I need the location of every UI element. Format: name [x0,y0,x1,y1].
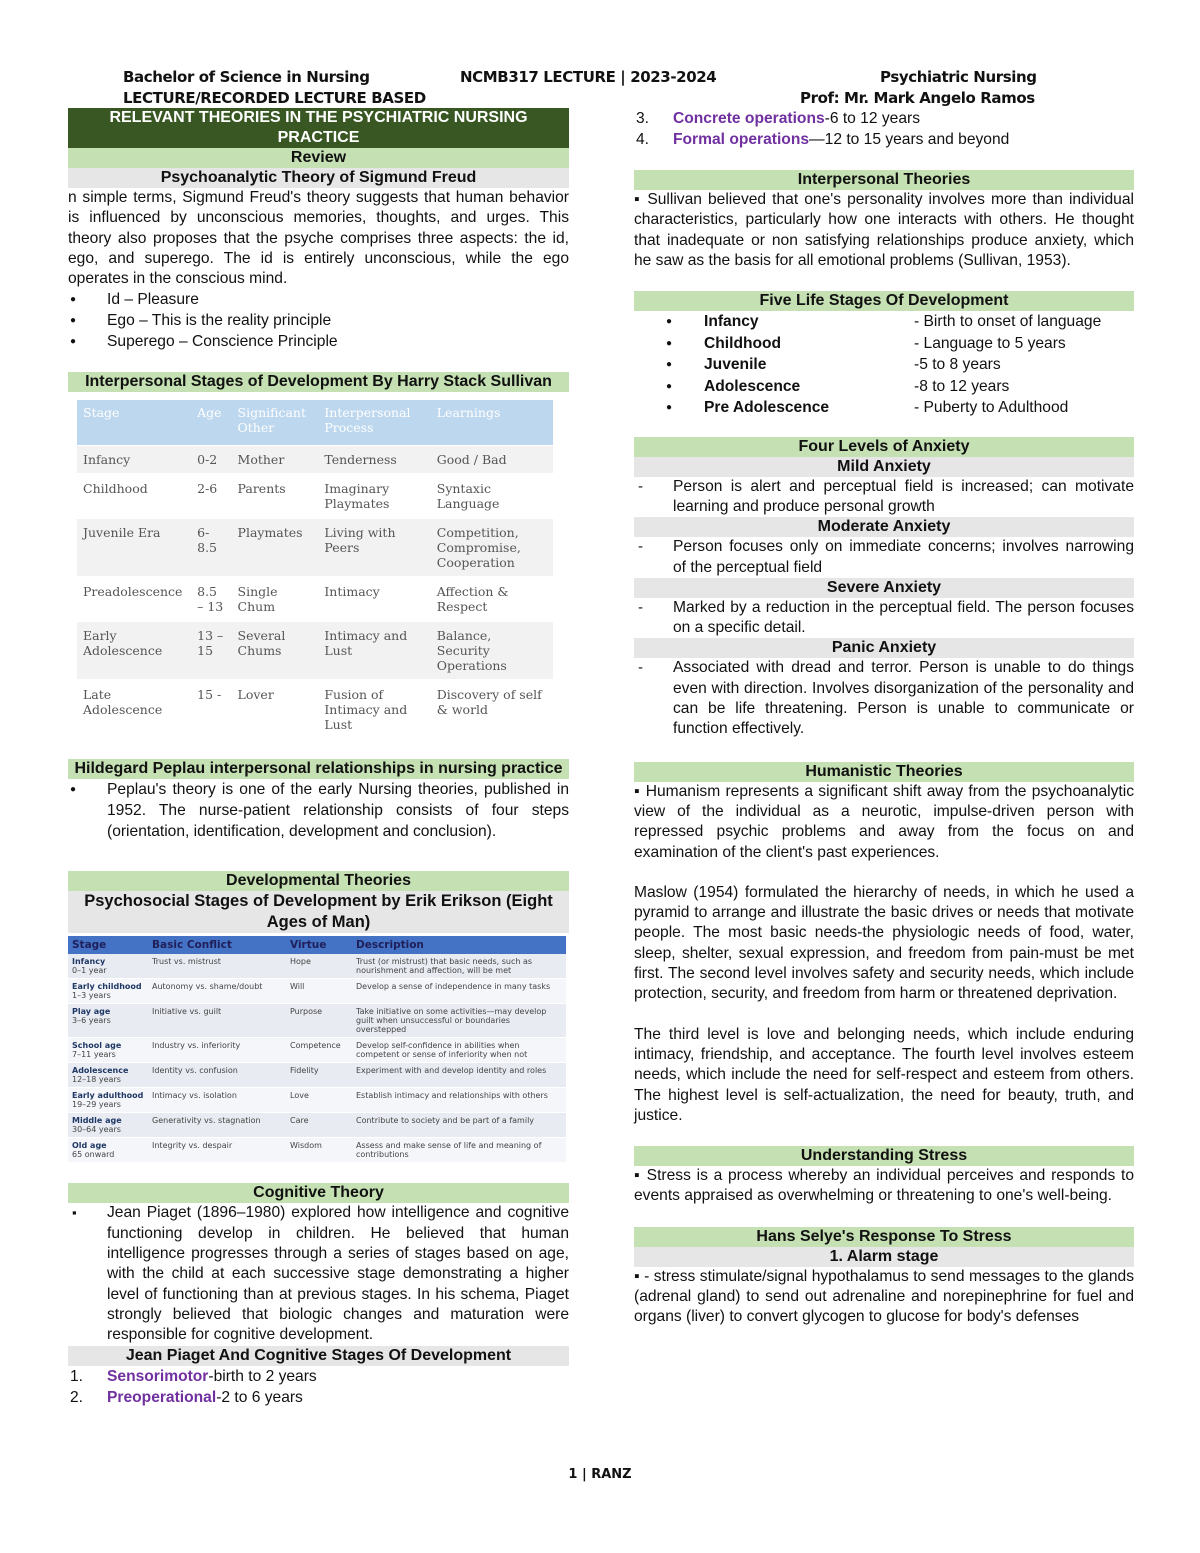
table-header: Basic Conflict [148,936,286,954]
table-cell: Parents [232,474,319,518]
stage-range: - Puberty to Adulthood [914,399,1069,417]
table-cell [68,954,148,979]
table-cell: Imaginary Playmates [318,474,430,518]
table-cell [68,1088,148,1113]
stage-name: Pre Adolescence [704,399,830,417]
stage-name: Infancy [72,957,106,967]
table-header: Significant Other [232,400,319,446]
erikson-table [68,936,566,1163]
table-cell: Preadolescence [77,577,191,621]
humanistic-p1: ▪ Humanism represents a significant shift away from the psychoanalytic view of the individual as a neurotic, impulse-driven person with repressed psychic problems and away from the focus on and examination of the client's past experiences. [634,782,1134,861]
list-item [634,397,1134,419]
table-cell: Competence [286,1038,352,1063]
anxiety-levels [634,457,1134,740]
peplau-text: ● Peplau's theory is one of the early Nursing theories, published in 1952. The nurse-patient relationship consists of four steps (orientation, identification, development and conclusion). [68,779,569,842]
bullet-icon: ● [665,380,673,392]
developmental-heading: Developmental Theories [68,871,569,891]
anxiety-level-text: - Person focuses only on immediate concerns; involves narrowing of the perceptual field [634,537,1134,578]
table-cell: Early Adolescence [77,621,191,680]
stress-heading: Understanding Stress [634,1146,1134,1166]
stage-age: 3–6 years [72,1016,111,1026]
stage-name: Adolescence [704,377,801,395]
bullet-icon: ● [665,359,673,371]
table-cell: 0-2 [191,446,231,475]
table-cell: Hope [286,954,352,979]
table-cell: Develop self-confidence in abilities when competent or sense of inferiority when not [352,1038,566,1063]
selye-heading: Hans Selye's Response To Stress [634,1227,1134,1247]
humanistic-heading: Humanistic Theories [634,762,1134,782]
table-cell: Intimacy [318,577,430,621]
piaget-heading: Jean Piaget And Cognitive Stages Of Development [68,1346,569,1366]
table-header: Learnings [431,400,553,446]
right-column [634,108,1134,1328]
table-cell [68,1113,148,1138]
piaget-stages-right [634,108,1134,150]
table-cell: Will [286,979,352,1004]
stage-age: 1–3 years [72,991,111,1001]
life-stages-heading: Five Life Stages Of Development [634,291,1134,311]
table-cell: Generativity vs. stagnation [148,1113,286,1138]
table-cell [68,979,148,1004]
list-item [634,376,1134,398]
basis-label: LECTURE/RECORDED LECTURE BASED [123,89,426,107]
anxiety-level-text: - Marked by a reduction in the perceptual field. The person focuses on a specific detail. [634,598,1134,639]
anxiety-level-list [634,598,1134,639]
table-row [68,1138,566,1163]
table-cell: Purpose [286,1004,352,1038]
list-item: ● Id – Pleasure [68,289,569,310]
table-cell: Develop a sense of independence in many tasks [352,979,566,1004]
list-item: 3. Concrete operations-6 to 12 years [636,110,920,127]
table-cell: Fusion of Intimacy and Lust [318,680,430,739]
stage-name: Infancy [704,313,759,331]
anxiety-level-list [634,537,1134,578]
anxiety-heading: Four Levels of Anxiety [634,437,1134,457]
humanistic-p2: Maslow (1954) formulated the hierarchy of needs, in which he used a pyramid to arrange and illustrate the basic drives or needs that motivate people. The most basic needs-the physiologic needs of food, water, sleep, shelter, sexual expression, and freedom from pain-must be met first. The second level involves safety and security needs, which include protection, security, and freedom from harm or threatened deprivation. [634,883,1134,1003]
page-footer: 1 | RANZ [568,1467,632,1482]
table-cell: Competition, Compromise, Cooperation [431,518,553,577]
stage-age: 19–29 years [72,1100,121,1110]
stage-age: 65 onward [72,1150,115,1160]
selye-text: ▪ - stress stimulate/signal hypothalamus to send messages to the glands (adrenal gland) to send out adrenaline and norepinephrine for fuel and organs (liver) to convert glycogen to glucose for body's defenses [634,1267,1134,1326]
table-cell: Assess and make sense of life and meaning of contributions [352,1138,566,1163]
table-cell: Industry vs. inferiority [148,1038,286,1063]
table-cell: Tenderness [318,446,430,475]
bullet-icon: ● [665,316,673,328]
table-header: Interpersonal Process [318,400,430,446]
anxiety-level-text: - Person is alert and perceptual field is increased; can motivate learning and produce personal growth [634,477,1134,518]
anxiety-level-list [634,658,1134,739]
table-row [77,518,553,577]
anxiety-level-list [634,477,1134,518]
table-cell: Take initiative on some activities—may develop guilt when unsuccessful or boundaries overstepped [352,1004,566,1038]
list-item: ● Superego – Conscience Principle [68,331,569,352]
table-cell: Trust vs. mistrust [148,954,286,979]
table-row [68,1088,566,1113]
table-header: Description [352,936,566,954]
program-label: Bachelor of Science in Nursing [123,68,370,86]
table-cell: 8.5 – 13 [191,577,231,621]
stage-name: Early childhood [72,982,142,992]
table-row [68,954,566,979]
stage-name: Juvenile [704,356,767,374]
table-header: Stage [77,400,191,446]
table-row [68,1113,566,1138]
table-cell: Autonomy vs. shame/doubt [148,979,286,1004]
table-row [68,979,566,1004]
interpersonal-heading: Interpersonal Theories [634,170,1134,190]
table-cell: Mother [232,446,319,475]
table-cell: Living with Peers [318,518,430,577]
stage-age: 7–11 years [72,1050,116,1060]
table-cell: 2-6 [191,474,231,518]
table-cell: Infancy [77,446,191,475]
table-cell [68,1063,148,1088]
table-cell: Good / Bad [431,446,553,475]
anxiety-level-heading: Mild Anxiety [634,457,1134,477]
stage-age: 30–64 years [72,1125,121,1135]
anxiety-level-heading: Severe Anxiety [634,578,1134,598]
stage-name: Old age [72,1141,107,1151]
table-cell: 13 – 15 [191,621,231,680]
anxiety-level-heading: Panic Anxiety [634,638,1134,658]
humanistic-p3: The third level is love and belonging needs, which include enduring intimacy, friendship, and acceptance. The fourth level involves esteem needs, which include the need for self-respect and esteem from others. The highest level is self-actualization, the need for beauty, truth, and justice. [634,1025,1134,1124]
piaget-stages-left [68,1366,569,1408]
list-item: ● Ego – This is the reality principle [68,310,569,331]
stage-range: -8 to 12 years [914,377,1010,395]
bullet-icon: ● [665,337,673,349]
stage-name: School age [72,1041,122,1051]
erikson-heading: Psychosocial Stages of Development by Erik Erikson (Eight Ages of Man) [68,891,569,933]
table-cell: Single Chum [232,577,319,621]
table-header: Age [191,400,231,446]
anxiety-level-heading: Moderate Anxiety [634,517,1134,537]
table-cell: Lover [232,680,319,739]
review-heading: Review [68,148,569,168]
table-cell: Love [286,1088,352,1113]
table-cell: Care [286,1113,352,1138]
table-row [68,1004,566,1038]
professor-label: Prof: Mr. Mark Angelo Ramos [800,89,1035,107]
table-cell: Discovery of self & world [431,680,553,739]
course-label: NCMB317 LECTURE | 2023-2024 [460,68,717,86]
table-cell: Integrity vs. despair [148,1138,286,1163]
table-cell: Late Adolescence [77,680,191,739]
stage-name: Play age [72,1007,111,1017]
stress-text: ▪ Stress is a process whereby an individual perceives and responds to events appraised as overwhelming or threatening to one's well-being. [634,1167,1134,1205]
freud-bullets [68,289,569,352]
table-row [68,1063,566,1088]
stage-range: - Birth to onset of language [914,313,1102,331]
list-item: 1. Sensorimotor-birth to 2 years [70,1367,317,1385]
table-cell: Experiment with and develop identity and roles [352,1063,566,1088]
stage-age: 12–18 years [72,1075,121,1085]
table-header: Stage [68,936,148,954]
stage-name: Middle age [72,1116,122,1126]
cognitive-text: ▪ Jean Piaget (1896–1980) explored how intelligence and cognitive functioning develop in children. He believed that human intelligence progresses through a series of stages based on age, with the child at each successive stage demonstrating a higher level of functioning than at previous stages. In his schema, Piaget strongly believed that biologic changes and maturation were responsible for cognitive development. [68,1203,569,1345]
table-header: Virtue [286,936,352,954]
table-cell: Contribute to society and be part of a family [352,1113,566,1138]
table-cell: Several Chums [232,621,319,680]
freud-heading: Psychoanalytic Theory of Sigmund Freud [68,168,569,188]
bullet-icon: ● [665,402,673,414]
table-cell: Balance, Security Operations [431,621,553,680]
table-cell: Intimacy vs. isolation [148,1088,286,1113]
table-cell [68,1004,148,1038]
table-cell: Childhood [77,474,191,518]
table-cell: Initiative vs. guilt [148,1004,286,1038]
stage-name: Early adulthood [72,1091,144,1101]
stage-name: Adolescence [72,1066,129,1076]
table-row [77,621,553,680]
interpersonal-text: ▪ Sullivan believed that one's personality involves more than individual characteristics, particularly how one interacts with others. He thought that inadequate or non satisfying relationships produce anxiety, which he saw as the basis for all emotional problems (Sullivan, 1953). [634,191,1134,269]
peplau-heading: Hildegard Peplau interpersonal relationships in nursing practice [68,759,569,779]
list-item [634,354,1134,376]
cognitive-heading: Cognitive Theory [68,1183,569,1203]
table-cell: Intimacy and Lust [318,621,430,680]
stage-age: 0–1 year [72,966,107,976]
cognitive-bullets [68,1203,569,1345]
table-cell [68,1138,148,1163]
sullivan-table [77,400,553,740]
stage-range: - Language to 5 years [914,334,1066,352]
table-cell: Syntaxic Language [431,474,553,518]
table-row [77,680,553,739]
table-row [77,577,553,621]
table-cell [68,1038,148,1063]
freud-text: n simple terms, Sigmund Freud's theory suggests that human behavior is influenced by unconscious memories, thoughts, and urges. This theory also proposes that the psyche comprises three aspects: the id, ego, and superego. The id is entirely unconscious, while the ego operates in the conscious mind. [68,189,569,288]
list-item: 4. Formal operations—12 to 15 years and beyond [636,131,1010,148]
list-item [634,311,1134,333]
table-cell: 15 - [191,680,231,739]
left-column [68,108,569,1408]
table-cell: Juvenile Era [77,518,191,577]
subject-label: Psychiatric Nursing [880,68,1037,86]
stage-name: Childhood [704,334,782,352]
main-title: RELEVANT THEORIES IN THE PSYCHIATRIC NURSING PRACTICE [68,108,569,148]
list-item [634,333,1134,355]
table-cell: Identity vs. confusion [148,1063,286,1088]
table-cell: Wisdom [286,1138,352,1163]
peplau-bullets [68,779,569,842]
table-cell: Trust (or mistrust) that basic needs, such as nourishment and affection, will be met [352,954,566,979]
table-row [68,1038,566,1063]
alarm-stage-heading: 1. Alarm stage [634,1247,1134,1267]
anxiety-level-text: - Associated with dread and terror. Person is unable to do things even with direction. Involves disorganization of the personality and can be life threatening. Person is unable to communicate or function effectively. [634,658,1134,739]
sullivan-heading: Interpersonal Stages of Development By Harry Stack Sullivan [68,372,569,392]
table-row [77,474,553,518]
table-cell: Playmates [232,518,319,577]
table-row [77,446,553,475]
table-cell: 6-8.5 [191,518,231,577]
life-stages-list [634,311,1134,419]
table-cell: Affection & Respect [431,577,553,621]
table-cell: Establish intimacy and relationships with others [352,1088,566,1113]
list-item: 2. Preoperational-2 to 6 years [70,1388,303,1406]
stage-range: -5 to 8 years [914,356,1001,374]
table-cell: Fidelity [286,1063,352,1088]
